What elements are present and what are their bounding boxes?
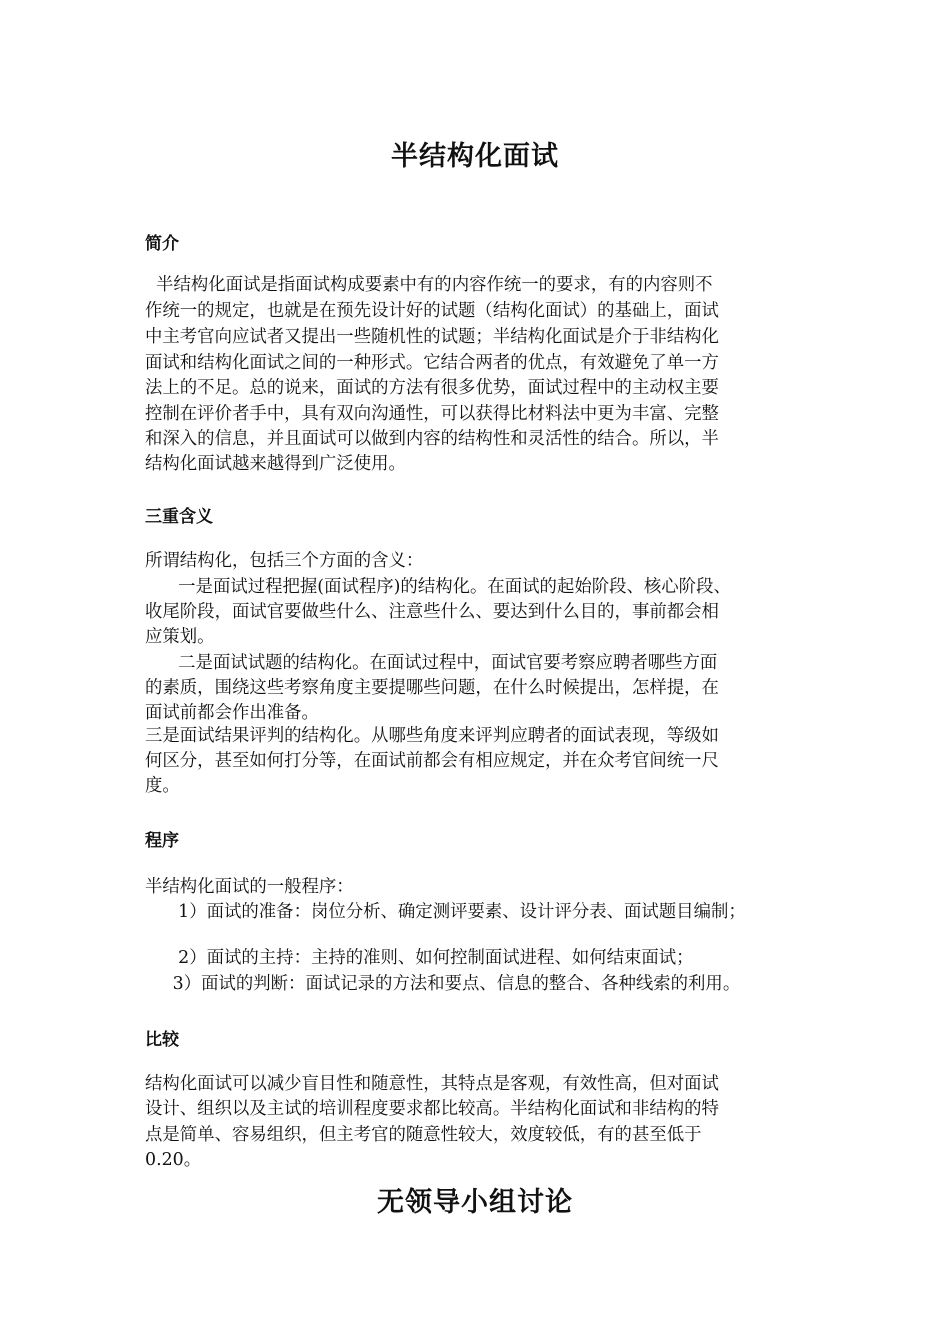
paragraph-line: 1）面试的准备：岗位分析、确定测评要素、设计评分表、面试题目编制； — [145, 902, 746, 922]
paragraph-line: 结构化面试可以减少盲目性和随意性，其特点是客观，有效性高，但对面试 — [145, 1074, 719, 1094]
paragraph-line: 控制在评价者手中，具有双向沟通性，可以获得比材料法中更为丰富、完整 — [145, 404, 719, 424]
document-title: 半结构化面试 — [391, 141, 559, 172]
paragraph-line: 收尾阶段，面试官要做些什么、注意些什么、要达到什么目的，事前都会相 — [145, 602, 719, 622]
section-heading-procedure: 程序 — [145, 831, 179, 851]
paragraph-line: 半结构化面试是指面试构成要素中有的内容作统一的要求，有的内容则不 — [145, 275, 713, 295]
paragraph-line: 应策划。 — [145, 627, 215, 647]
paragraph-line: 结构化面试越来越得到广泛使用。 — [145, 454, 406, 474]
paragraph-line: 2）面试的主持：主持的准则、如何控制面试进程、如何结束面试； — [145, 948, 694, 968]
paragraph-line: 一是面试过程把握(面试程序)的结构化。在面试的起始阶段、核心阶段、 — [145, 577, 731, 597]
paragraph-line: 作统一的规定，也就是在预先设计好的试题（结构化面试）的基础上，面试 — [145, 301, 719, 321]
paragraph-line: 半结构化面试的一般程序： — [145, 877, 354, 897]
paragraph-line: 点是简单、容易组织，但主考官的随意性较大，效度较低，有的甚至低于 — [145, 1125, 702, 1145]
paragraph-line: 面试和结构化面试之间的一种形式。它结合两者的优点，有效避免了单一方 — [145, 353, 719, 373]
paragraph-line: 三是面试结果评判的结构化。从哪些角度来评判应聘者的面试表现，等级如 — [145, 726, 719, 746]
paragraph-line: 设计、组织以及主试的培训程度要求都比较高。半结构化面试和非结构的特 — [145, 1099, 719, 1119]
paragraph-line: 何区分，甚至如何打分等，在面试前都会有相应规定，并在众考官间统一尺 — [145, 751, 719, 771]
section-heading-meaning: 三重含义 — [145, 507, 213, 527]
paragraph-line: 二是面试试题的结构化。在面试过程中，面试官要考察应聘者哪些方面 — [145, 653, 718, 673]
paragraph-line: 法上的不足。总的说来，面试的方法有很多优势，面试过程中的主动权主要 — [145, 378, 719, 398]
paragraph-line: 0.20。 — [145, 1150, 202, 1170]
next-section-title: 无领导小组讨论 — [377, 1187, 573, 1218]
paragraph-line: 面试前都会作出准备。 — [145, 703, 319, 723]
paragraph-line: 中主考官向应试者又提出一些随机性的试题；半结构化面试是介于非结构化 — [145, 327, 719, 347]
paragraph-line: 所谓结构化，包括三个方面的含义： — [145, 551, 424, 571]
paragraph-line: 度。 — [145, 776, 180, 796]
paragraph-line: 3）面试的判断：面试记录的方法和要点、信息的整合、各种线索的利用。 — [145, 974, 741, 994]
section-heading-intro: 简介 — [145, 234, 179, 254]
section-heading-comparison: 比较 — [145, 1030, 179, 1050]
paragraph-line: 和深入的信息，并且面试可以做到内容的结构性和灵活性的结合。所以，半 — [145, 429, 719, 449]
paragraph-line: 的素质，围绕这些考察角度主要提哪些问题，在什么时候提出，怎样提，在 — [145, 678, 719, 698]
